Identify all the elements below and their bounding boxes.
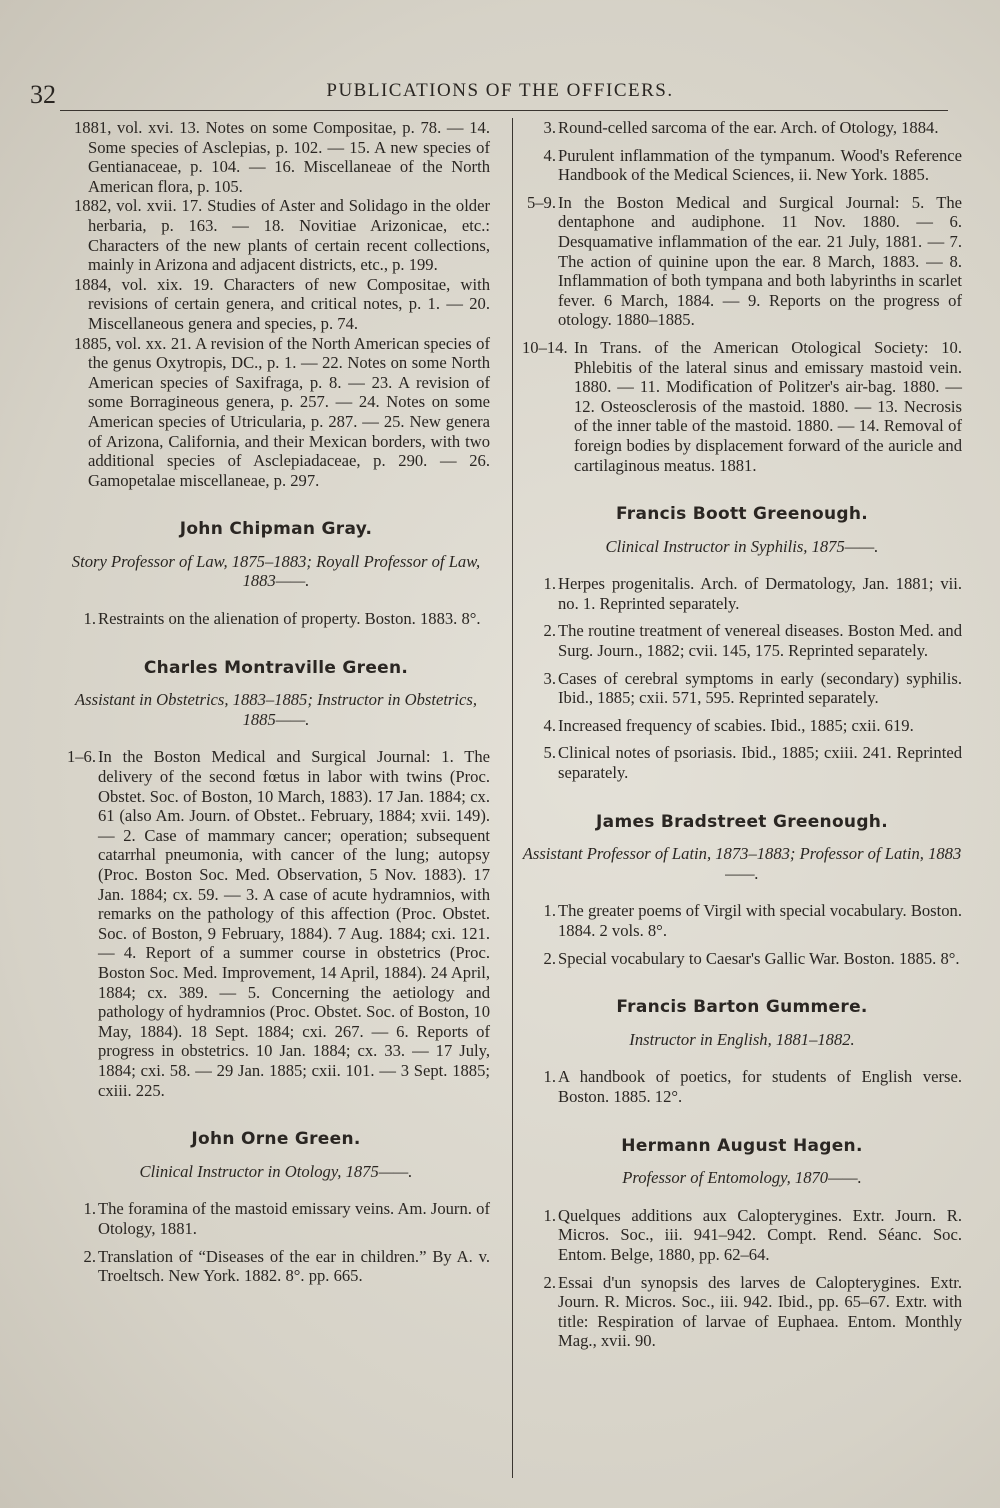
- author-name: Hermann August Hagen.: [621, 1135, 863, 1156]
- item-number: 4.: [543, 715, 556, 735]
- item-number: 2.: [543, 621, 556, 641]
- item-number: 1.: [543, 901, 556, 921]
- item-number: 2.: [543, 948, 556, 968]
- volume-entry: 1882, vol. xvii. 17. Studies of Aster and Solidago in the older herbaria, p. 163. — 18. Novitiae Arizonicae, etc.: Characters of the new plants of certain recent collections, mainly in Arizona and adjacent districts, etc., p. 199.: [74, 196, 490, 275]
- item-text: Increased frequency of scabies. Ibid., 1885; cxii. 619.: [558, 715, 914, 735]
- author-name: John Orne Green.: [191, 1129, 361, 1150]
- column-divider: [512, 118, 513, 1478]
- item-number: 5–9.: [526, 192, 556, 212]
- publication-item: [522, 574, 962, 613]
- item-number: 1.: [543, 1067, 556, 1087]
- right-column: [522, 118, 962, 1359]
- item-text: The foramina of the mastoid emissary veins. Am. Journ. of Otology, 1881.: [98, 1199, 490, 1238]
- publication-item: [522, 901, 962, 940]
- item-text: Round-celled sarcoma of the ear. Arch. of Otology, 1884.: [558, 118, 939, 137]
- item-number: 2.: [83, 1246, 96, 1266]
- item-text: In the Boston Medical and Surgical Journal: 1. The delivery of the second fœtus in labor with twins (Proc. Obstet. Soc. of Boston, 10 March, 1883). 17 Jan. 1884; cx. 61 (also Am. Journ. of Obstet.. February, 1884; xvii. 149). — 2. Case of mammary cancer; operation; subsequent catarrhal pneumonia, with cancer of the lung; autopsy (Proc. Boston Soc. Med. Observation, 5 Nov. 1883). 17 Jan. 1884; cx. 59. — 3. A case of acute hydramnios, with remarks on the pathology of this affection (Proc. Obstet. Soc. of Boston, 9 February, 1884). 7 Aug. 1884; cxi. 121. — 4. Report of a summer course in obstetrics (Proc. Boston Soc. Med. Improvement, 14 April, 1884). 24 April, 1884; cx. 389. — 5. Concerning the aetiology and pathology of hydramnios (Proc. Obstet. Soc. of Boston, 10 May, 1884). 18 Sept. 1884; cxi. 267. — 6. Reports of progress in obstetrics. 10 Jan. 1884; cx. 33. — 17 July, 1884; cxi. 58. — 29 Jan. 1885; cxii. 101. — 3 Sept. 1885; cxiii. 225.: [98, 747, 490, 1100]
- item-number: 1.: [543, 1205, 556, 1225]
- item-number: 1–6.: [66, 747, 96, 767]
- publication-item: [522, 118, 962, 138]
- publication-item: [522, 1206, 962, 1265]
- publication-item: [62, 609, 490, 629]
- author-title: Instructor in English, 1881–1882.: [629, 1029, 855, 1049]
- publication-item: [522, 193, 962, 330]
- item-text: In Trans. of the American Otological Society: 10. Phlebitis of the lateral sinus and emissary mastoid vein. 1880. — 11. Modification of Politzer's air-bag. 1880. — 12. Osteosclerosis of the mastoid. 1880. — 13. Necrosis of the inner table of the mastoid. 1880. — 14. Removal of foreign bodies by displacement forward of the auricle and cartilaginous meatus. 1881.: [574, 337, 962, 475]
- item-number: 1.: [83, 609, 96, 629]
- publication-item: [522, 669, 962, 708]
- publication-item: [522, 743, 962, 782]
- publication-item: [522, 1067, 962, 1106]
- item-number: 2.: [543, 1272, 556, 1292]
- item-number: 3.: [543, 668, 556, 688]
- publication-item: [522, 949, 962, 969]
- volume-entry: 1881, vol. xvi. 13. Notes on some Compositae, p. 78. — 14. Some species of Asclepias, p. 102. — 15. A new species of Gentianaceae, p. 104. — 16. Miscellaneae of the North American flora, p. 105.: [74, 118, 490, 196]
- item-text: In the Boston Medical and Surgical Journal: 5. The dentaphone and audiphone. 11 Nov. 1880. — 6. Desquamative inflammation of the ear. 21 July, 1881. — 7. The action of quinine upon the ear. 8 March, 1883. — 8. Inflammation of both tympana and both labyrinths in scarlet fever. 6 March, 1884. — 9. Reports on the progress of otology. 1880–1885.: [558, 192, 962, 330]
- publication-item: [522, 716, 962, 736]
- item-text: Restraints on the alienation of property. Boston. 1883. 8°.: [98, 609, 481, 629]
- author-title: Story Professor of Law, 1875–1883; Royall Professor of Law, 1883——.: [71, 551, 481, 591]
- page-number: 32: [30, 80, 56, 109]
- author-name: Francis Barton Gummere.: [616, 997, 868, 1018]
- item-number: 5.: [543, 743, 556, 763]
- volume-entry: 1885, vol. xx. 21. A revision of the North American species of the genus Oxytropis, DC., p. 1. — 22. Notes on some North American species of Saxifraga, p. 8. — 23. A revision of some Borragineous genera, p. 257. — 24. Notes on some American species of Utricularia, p. 287. — 25. New genera of Arizona, California, and their Mexican borders, with two additional species of Asclepiadaceae, p. 290. — 26. Gamopetalae miscellaneae, p. 297.: [74, 333, 490, 490]
- item-text: Essai d'un synopsis des larves de Calopterygines. Extr. Journ. R. Micros. Soc., iii. 942. Ibid., pp. 65–67. Extr. with title: Respiration of larvae of Euphaea. Entom. Monthly Mag., xvii. 90.: [558, 1272, 962, 1351]
- running-title: PUBLICATIONS OF THE OFFICERS.: [326, 80, 674, 101]
- publication-item: [522, 338, 962, 475]
- item-text: Purulent inflammation of the tympanum. Wood's Reference Handbook of the Medical Sciences, ii. New York. 1885.: [558, 145, 962, 185]
- item-number: 1.: [543, 574, 556, 594]
- publication-item: [62, 747, 490, 1100]
- item-text: Herpes progenitalis. Arch. of Dermatology, Jan. 1881; vii. no. 1. Reprinted separately.: [558, 574, 962, 613]
- item-text: The greater poems of Virgil with special vocabulary. Boston. 1884. 2 vols. 8°.: [558, 901, 962, 940]
- author-title: Clinical Instructor in Syphilis, 1875——.: [605, 536, 879, 556]
- volume-entry: 1884, vol. xix. 19. Characters of new Compositae, with revisions of certain genera, and critical notes, p. 1. — 20. Miscellaneous genera and species, p. 74.: [74, 274, 490, 333]
- author-title: Clinical Instructor in Otology, 1875——.: [139, 1161, 413, 1181]
- item-text: Clinical notes of psoriasis. Ibid., 1885; cxiii. 241. Reprinted separately.: [558, 743, 962, 783]
- item-text: The routine treatment of venereal diseases. Boston Med. and Surg. Journ., 1882; cvii. 145, 175. Reprinted separately.: [558, 621, 962, 661]
- header-rule: [60, 110, 948, 111]
- item-text: Quelques additions aux Calopterygines. Extr. Journ. R. Micros. Soc., iii. 941–942. Compt. Rend. Séanc. Soc. Entom. Belge, 1880, pp. 62–64.: [558, 1205, 962, 1264]
- item-text: Special vocabulary to Caesar's Gallic War. Boston. 1885. 8°.: [558, 948, 960, 968]
- author-name: Francis Boott Greenough.: [615, 504, 869, 525]
- publication-item: [62, 1199, 490, 1238]
- item-number: 3.: [543, 118, 556, 137]
- author-title: Assistant Professor of Latin, 1873–1883; Professor of Latin, 1883——.: [522, 844, 962, 883]
- left-column: [62, 118, 490, 1294]
- publication-item: [522, 1273, 962, 1351]
- author-title: Professor of Entomology, 1870——.: [622, 1168, 862, 1188]
- item-number: 1.: [83, 1199, 96, 1219]
- item-text: Translation of “Diseases of the ear in children.” By A. v. Troeltsch. New York. 1882. 8°. pp. 665.: [98, 1246, 490, 1286]
- publication-item: [522, 146, 962, 185]
- item-text: A handbook of poetics, for students of English verse. Boston. 1885. 12°.: [558, 1067, 962, 1106]
- item-number: 4.: [543, 145, 556, 165]
- item-text: Cases of cerebral symptoms in early (secondary) syphilis. Ibid., 1885; cxii. 571, 595. Reprinted separately.: [558, 668, 962, 708]
- item-number: 10–14.: [522, 337, 568, 357]
- publication-item: [522, 621, 962, 660]
- author-name: John Chipman Gray.: [179, 519, 373, 540]
- author-name: James Bradstreet Greenough.: [596, 811, 888, 832]
- author-title: Assistant in Obstetrics, 1883–1885; Instructor in Obstetrics, 1885——.: [75, 690, 477, 729]
- author-name: Charles Montraville Green.: [143, 657, 409, 678]
- publication-item: [62, 1247, 490, 1286]
